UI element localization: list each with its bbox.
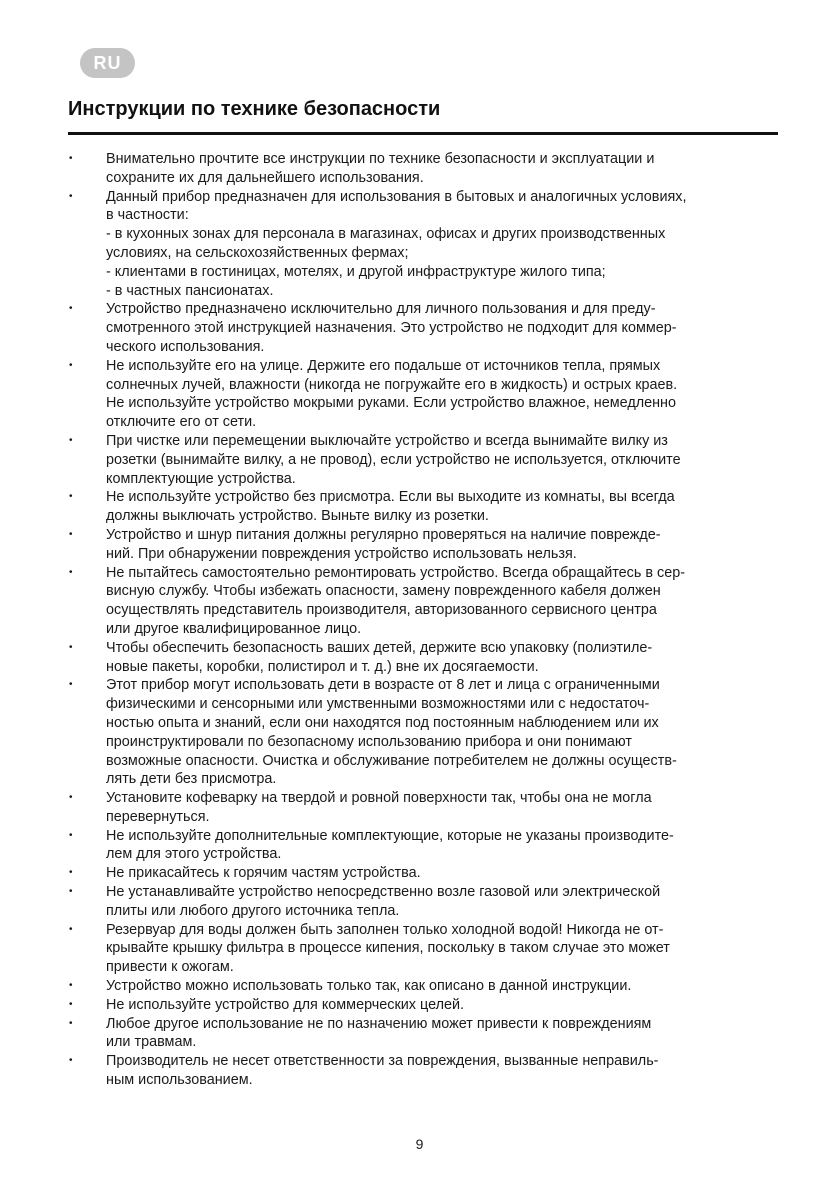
title-divider xyxy=(68,132,778,135)
list-item xyxy=(68,188,780,301)
bullet-icon: • xyxy=(69,303,73,315)
bullet-icon: • xyxy=(69,190,73,202)
safety-instructions-list xyxy=(68,150,780,1090)
list-item xyxy=(68,977,780,996)
bullet-icon: • xyxy=(69,923,73,935)
list-item xyxy=(68,150,780,188)
list-item xyxy=(68,1052,780,1090)
bullet-icon: • xyxy=(69,867,73,879)
list-item-text: Устройство можно использовать только так, как описано в данной инструкции. xyxy=(106,978,632,995)
list-item-text: Производитель не несет ответственности за повреждения, вызванные неправиль- ным использованием. xyxy=(106,1053,659,1089)
list-item xyxy=(68,639,780,677)
list-item-text: Не устанавливайте устройство непосредственно возле газовой или электрической плиты или любого другого источника тепла. xyxy=(106,884,661,919)
list-item xyxy=(68,827,780,865)
list-item xyxy=(68,357,780,432)
list-item-text: Не прикасайтесь к горячим частям устройства. xyxy=(106,865,421,882)
language-badge: RU xyxy=(80,48,135,78)
list-item-text: Данный прибор предназначен для использования в бытовых и аналогичных условиях, в частности: - в кухонных зонах для персонала в магазинах, офисах и других производственных условиях, на сельскохозяйственных фермах; - клиентами в гостиницах, мотелях, и другой инфраструктуре жилого типа; - в частных пансионатах. xyxy=(106,188,687,299)
list-item-text: Установите кофеварку на твердой и ровной поверхности так, чтобы она не могла перевернуться. xyxy=(106,790,652,825)
bullet-icon: • xyxy=(69,792,73,804)
list-item-text: Любое другое использование не по назначению может привести к повреждениям или травмам. xyxy=(106,1015,652,1051)
list-item xyxy=(68,789,780,827)
page-title: Инструкции по технике безопасности xyxy=(68,98,441,120)
list-item-text: Внимательно прочтите все инструкции по технике безопасности и эксплуатации и сохраните их для дальнейшего использования. xyxy=(106,151,655,186)
list-item xyxy=(68,488,780,526)
bullet-icon: • xyxy=(69,829,73,841)
bullet-icon: • xyxy=(69,1055,73,1067)
bullet-icon: • xyxy=(69,566,73,578)
bullet-icon: • xyxy=(69,153,73,164)
bullet-icon: • xyxy=(69,998,73,1010)
list-item-text: Чтобы обеспечить безопасность ваших детей, держите всю упаковку (полиэтиле- новые пакеты, коробки, полистирол и т. д.) вне их досягаемости. xyxy=(106,639,653,675)
list-item-text: Не используйте устройство для коммерческих целей. xyxy=(106,996,465,1013)
list-item-text: Не используйте его на улице. Держите его подальше от источников тепла, прямых солнечных лучей, влажности (никогда не погружайте его в жидкость) и острых краев. Не используйте устройство мокрыми руками. Если устройство влажное, немедленно отключите его от сети. xyxy=(106,357,678,431)
list-item xyxy=(68,300,780,356)
bullet-icon: • xyxy=(69,679,73,691)
list-item-text: Устройство предназначено исключительно для личного пользования и для преду- смотренного этой инструкцией назначения. Это устройство не подходит для коммер- ческого использования. xyxy=(106,301,677,355)
bullet-icon: • xyxy=(69,434,73,446)
bullet-icon: • xyxy=(69,886,73,898)
list-item xyxy=(68,1015,780,1053)
list-item xyxy=(68,676,780,789)
list-item xyxy=(68,883,780,921)
list-item xyxy=(68,921,780,977)
list-item-text: Не используйте устройство без присмотра. Если вы выходите из комнаты, вы всегда должны выключать устройство. Выньте вилку из розетки. xyxy=(106,489,675,525)
bullet-icon: • xyxy=(69,641,73,653)
page-number: 9 xyxy=(415,1136,424,1152)
bullet-icon: • xyxy=(69,491,73,503)
list-item-text: При чистке или перемещении выключайте устройство и всегда вынимайте вилку из розетки (вынимайте вилку, а не провод), если устройство не используется, отключите комплектующие устройства. xyxy=(106,432,681,487)
list-item-text: Этот прибор могут использовать дети в возрасте от 8 лет и лица с ограниченными физическими и сенсорными или умственными возможностями или с недостаточ- ностью опыта и знаний, если они находятся под постоянным наблюдением или их проинструктировали по безопасному использованию прибора и они понимают возможные опасности. Очистка и обслуживание потребителем не должны осуществ- лять дети без присмотра. xyxy=(106,677,677,788)
bullet-icon: • xyxy=(69,359,73,371)
list-item xyxy=(68,996,780,1015)
bullet-icon: • xyxy=(69,1017,73,1029)
list-item xyxy=(68,864,780,883)
list-item-text: Не пытайтесь самостоятельно ремонтировать устройство. Всегда обращайтесь в сер- висную службу. Чтобы избежать опасности, замену поврежденного кабеля должен осуществлять представитель производителя, авторизованного сервисного центра или другое квалифицированное лицо. xyxy=(106,564,686,637)
list-item xyxy=(68,526,780,564)
list-item xyxy=(68,432,780,488)
list-item-text: Устройство и шнур питания должны регулярно проверяться на наличие поврежде- ний. При обнаружении повреждения устройство использовать нельзя. xyxy=(106,526,661,562)
bullet-icon: • xyxy=(69,528,73,540)
list-item-text: Не используйте дополнительные комплектующие, которые не указаны производите- лем для этого устройства. xyxy=(106,827,674,863)
list-item-text: Резервуар для воды должен быть заполнен только холодной водой! Никогда не от- крывайте крышку фильтра в процессе кипения, поскольку в таком случае это может привести к ожогам. xyxy=(106,921,670,976)
list-item xyxy=(68,564,780,639)
bullet-icon: • xyxy=(69,980,73,992)
